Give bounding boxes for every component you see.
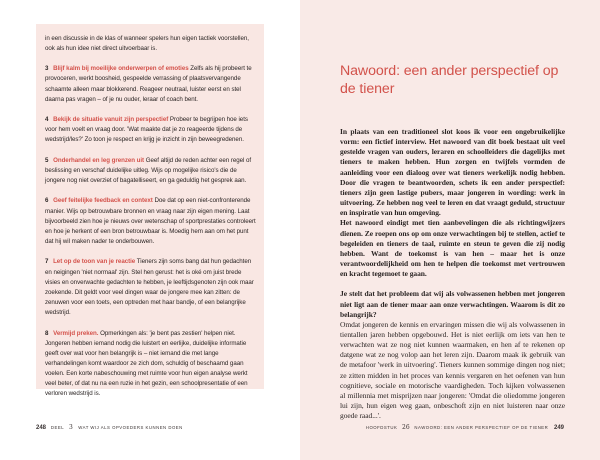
tip-body: Zelfs als hij probeert te provoceren, werkt boosheid, gespeelde verrassing of plaatsvervangende schaamte alleen maar blokkerend. Reageer neutraal, luister eerst en stel daarna pas vragen – of je nu ouder, leraar of coach bent.	[45, 65, 252, 103]
tip-heading: Bekijk de situatie vanuit zijn perspectief	[53, 116, 169, 124]
tip-number: 6	[45, 197, 49, 205]
intro-paragraph: In plaats van een traditioneel slot koos ik voor een ongebruikelijke vorm: een fictief interview. Het nawoord van dit boek bestaat uit veel gestelde vragen van ouders, leraren en schoolleiders die dagelijks met tieners te maken hebben. Hun zorgen en twijfels vormden de aanleiding voor een dialoog over wat tieners werkelijk nodig hebben. Door die vragen te beantwoorden, schets ik een ander perspectief: tieners zijn geen lastige pubers, maar jongeren in wording: werk in uitvoering. Ze hebben nog veel te leren en dat vraagt geduld, structuur en inspiratie van hun omgeving.	[340, 127, 565, 218]
part-number: 3	[69, 424, 74, 431]
tip-heading: Onderhandel en leg grenzen uit	[53, 156, 145, 164]
tip-item	[45, 115, 256, 145]
part-title: WAT WIJ ALS OPVOEDERS KUNNEN DOEN	[78, 425, 183, 430]
tip-item	[45, 156, 256, 186]
interview-answer: Omdat jongeren de kennis en ervaringen missen die wij als volwassenen in tientallen jaren hebben opgebouwd. Het is niet eerlijk om iets van hen te verwachten wat ze nog niet kunnen waarmaken, en hen af te rekenen op datgene wat ze nog volop aan het leren zijn. Daarom maak ik gebruik van de metafoor 'werk in uitvoering'. Tieners kunnen sommige dingen nog niet; ze zitten midden in het proces van kennis vergaren en het oefenen van hun cognitieve, sociale en motorische vaardigheden. Toch kijken volwassenen al millennia met misprijzen naar jongeren: 'Omdat die oliedomme jongeren lui zijn, hun eigen weg gaan, onbeschoft zijn en niet luisteren naar onze goede raad...'.	[340, 319, 565, 421]
tip-body: Probeer te begrijpen hoe iets voor hem voelt en vraag door. 'Wat maakte dat je zo reageerde tijdens de wedstrijd/les?' Zo toon je respect en krijg je inzicht in zijn beweegredenen.	[45, 116, 248, 144]
interview-qa	[340, 289, 565, 421]
chapter-body	[340, 127, 565, 421]
tip-item	[45, 329, 256, 400]
tips-intro-text: in een discussie in de klas of wanneer spelers hun eigen tactiek voorstellen, ook als hun idee niet direct uitvoerbaar is.	[45, 35, 249, 53]
tip-number: 8	[45, 329, 49, 337]
intro-paragraph: Het nawoord eindigt met tien aanbevelingen die als richtingwijzers dienen. Ze roepen ons op om onze verwachtingen bij te stellen, actief te begeleiden en tieners de taal, ruimte en steun te geven die zij nodig hebben. Want de toekomst is van hen – maar het is onze verantwoordelijkheid om hen te helpen die toekomst met vertrouwen en kracht tegemoet te gaan.	[340, 218, 565, 279]
chapter-intro	[340, 127, 565, 279]
right-page-footer	[366, 424, 564, 431]
left-page-footer	[36, 424, 183, 431]
chapter-label: HOOFDSTUK	[365, 425, 398, 430]
page-number: 248	[36, 425, 47, 431]
tip-heading: Vermijd preken.	[53, 329, 99, 337]
tip-body: Opmerkingen als: 'je bent pas zestien' helpen niet. Jongeren hebben iemand nodig die luistert en eerlijke, duidelijke informatie geeft over wat voor hen belangrijk is – niet iemand die met lange verhandelingen komt waardoor ze zich dom, schuldig of beschaamd gaan voelen. Een korte nabeschouwing met ruimte voor hun eigen analyse werkt veel beter, of dat nu na een ruzie in het gezin, een schoolpresentatie of een verloren wedstrijd is.	[45, 329, 248, 398]
tips-box	[36, 24, 264, 398]
part-label: DEEL	[50, 425, 65, 430]
running-chapter-title: NAWOORD: EEN ANDER PERSPECTIEF OP DE TIENER	[414, 425, 549, 430]
tip-item	[45, 257, 256, 318]
tip-heading: Let op de toon van je reactie	[53, 258, 136, 266]
tip-number: 7	[45, 258, 49, 266]
page-number: 249	[553, 425, 564, 431]
tip-body: Doe dat op een niet-confronterende manier. Wijs op betrouwbare bronnen en vraag naar zijn eigen mening. Laat bijvoorbeeld zien hoe je nieuws over wetenschap of sportprestaties controleert en hoe je herkent of een bron betrouwbaar is. Moedig hem aan om het punt dat hij wil maken nader te onderbouwen.	[45, 197, 256, 246]
tip-heading: Blijf kalm bij moeilijke onderwerpen of emoties	[53, 65, 189, 73]
tip-number: 5	[45, 156, 49, 164]
chapter-title: Nawoord: een ander perspectief op de tiener	[340, 63, 559, 97]
interview-question: Je stelt dat het probleem dat wij als volwassenen hebben met jongeren niet ligt aan de tiener maar aan onze verwachtingen. Waarom is dit zo belangrijk?	[340, 289, 565, 319]
tip-heading: Geef feitelijke feedback en context	[53, 197, 153, 205]
tip-number: 3	[45, 65, 49, 73]
tip-body: Tieners zijn soms bang dat hun gedachten en neigingen 'niet normaal' zijn. Stel hen gerust: het is oké om juist brede visies en onverwachte gedachten te hebben, je leeftijdsgenoten zijn ook maar zoekende. Dit geldt voor veel dingen waar de jongere mee kan zitten: de zenuwen voor een toets, een optreden met haar bandje, of een belangrijke wedstrijd.	[45, 258, 254, 317]
tip-item	[45, 196, 256, 247]
tip-item	[45, 64, 256, 105]
chapter-number: 26	[402, 424, 410, 431]
tip-body: Geef altijd de reden achter een regel of beslissing en verschaf duidelijke uitleg. Wijs op mogelijke risico's die de jongere nog niet overziet of bagatelliseert, en ga geduldig het gesprek aan.	[45, 156, 252, 185]
tip-number: 4	[45, 116, 49, 124]
